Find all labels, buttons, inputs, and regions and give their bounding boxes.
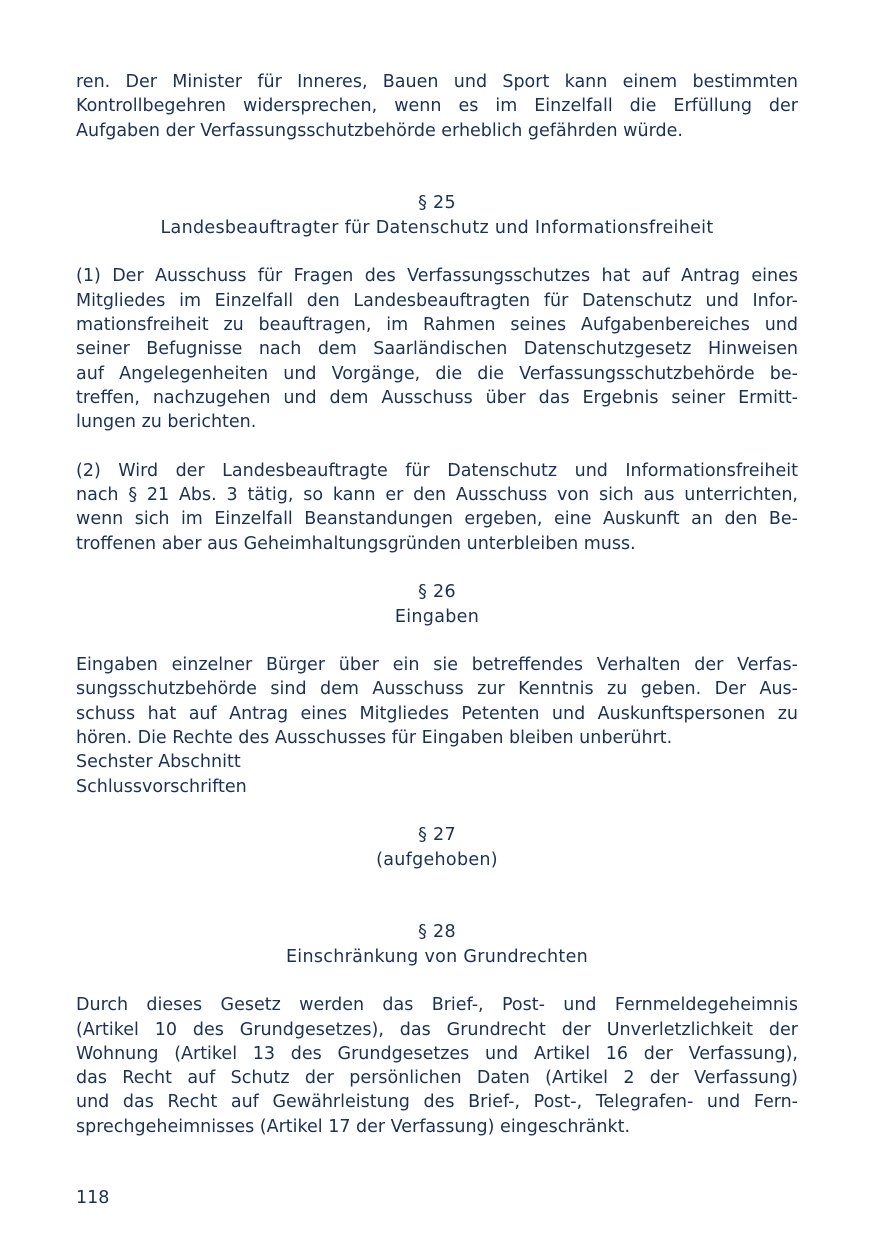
text-line: lungen zu berichten. [76, 412, 257, 433]
paragraph-2 [76, 459, 798, 556]
text-line: wenn sich im Einzelfall Beanstandungen ergeben, eine Auskunft an den Be- [76, 509, 798, 530]
section-title: Landesbeauftragter für Datenschutz und Informationsfreiheit [160, 217, 714, 238]
text-line: troffenen aber aus Geheimhaltungsgründen unterbleiben muss. [76, 533, 636, 554]
text-line: (2) Wird der Landesbeauftragte für Datenschutz und Informationsfreiheit [76, 460, 798, 481]
text-line: Mitgliedes im Einzelfall den Landesbeauftragten für Datenschutz und Infor- [76, 290, 798, 311]
section-28 [76, 920, 798, 1139]
page-number: 118 [76, 1188, 110, 1208]
section-26 [76, 580, 798, 799]
paragraph-1 [76, 993, 798, 1139]
text-line: Aufgaben der Verfassungsschutzbehörde erheblich gefährden würde. [76, 120, 683, 141]
paragraph-1 [76, 653, 798, 750]
text-line: treffen, nachzugehen und dem Ausschuss über das Ergebnis seiner Ermitt- [76, 387, 798, 408]
division-title: Schlussvorschriften [76, 776, 247, 797]
text-line: und das Recht auf Gewährleistung des Brief-, Post-, Telegrafen- und Fern- [76, 1092, 798, 1113]
section-number: § 28 [418, 922, 456, 943]
section-27 [76, 823, 798, 872]
text-line: das Recht auf Schutz der persönlichen Daten (Artikel 2 der Verfassung) [76, 1068, 798, 1089]
text-line: sprechgeheimnisses (Artikel 17 der Verfassung) eingeschränkt. [76, 1116, 631, 1137]
text-line: Kontrollbegehren widersprechen, wenn es im Einzelfall die Erfüllung der [76, 96, 798, 117]
text-line: ren. Der Minister für Inneres, Bauen und Sport kann einem bestimmten [76, 72, 798, 92]
text-line: (Artikel 10 des Grundgesetzes), das Grundrecht der Unverletzlichkeit der [76, 1019, 798, 1040]
section-title: Einschränkung von Grundrechten [285, 946, 589, 967]
section-title: Eingaben [394, 606, 480, 627]
section-25 [76, 191, 798, 555]
text-line: (1) Der Ausschuss für Fragen des Verfassungsschutzes hat auf Antrag eines [76, 266, 798, 287]
section-number: § 26 [418, 582, 456, 603]
text-line: seiner Befugnisse nach dem Saarländischen Datenschutzgesetz Hinweisen [76, 339, 798, 360]
paragraph-1 [76, 264, 798, 434]
text-line: nach § 21 Abs. 3 tätig, so kann er den Ausschuss von sich aus unterrichten, [76, 485, 798, 506]
section-title: (aufgehoben) [376, 849, 498, 870]
division-label: Sechster Abschnitt [76, 752, 241, 773]
text-line: auf Angelegenheiten und Vorgänge, die die Verfassungsschutzbehörde be- [76, 363, 798, 384]
text-line: Eingaben einzelner Bürger über ein sie betreffendes Verhalten der Verfas- [76, 655, 798, 676]
text-line: schuss hat auf Antrag eines Mitgliedes Petenten und Auskunftspersonen zu [76, 703, 798, 724]
text-line: Wohnung (Artikel 13 des Grundgesetzes und Artikel 16 der Verfassung), [76, 1043, 798, 1064]
section-number: § 25 [418, 193, 456, 214]
document-page [76, 70, 798, 1139]
text-line: sungsschutzbehörde sind dem Ausschuss zur Kenntnis zu geben. Der Aus- [76, 679, 798, 700]
text-line: Durch dieses Gesetz werden das Brief-, Post- und Fernmeldegeheimnis [76, 995, 798, 1016]
text-line: hören. Die Rechte des Ausschusses für Eingaben bleiben unberührt. [76, 728, 673, 749]
text-line: mationsfreiheit zu beauftragen, im Rahmen seines Aufgabenbereiches und [76, 314, 798, 335]
section-number: § 27 [418, 825, 456, 846]
intro-paragraph [76, 70, 798, 143]
